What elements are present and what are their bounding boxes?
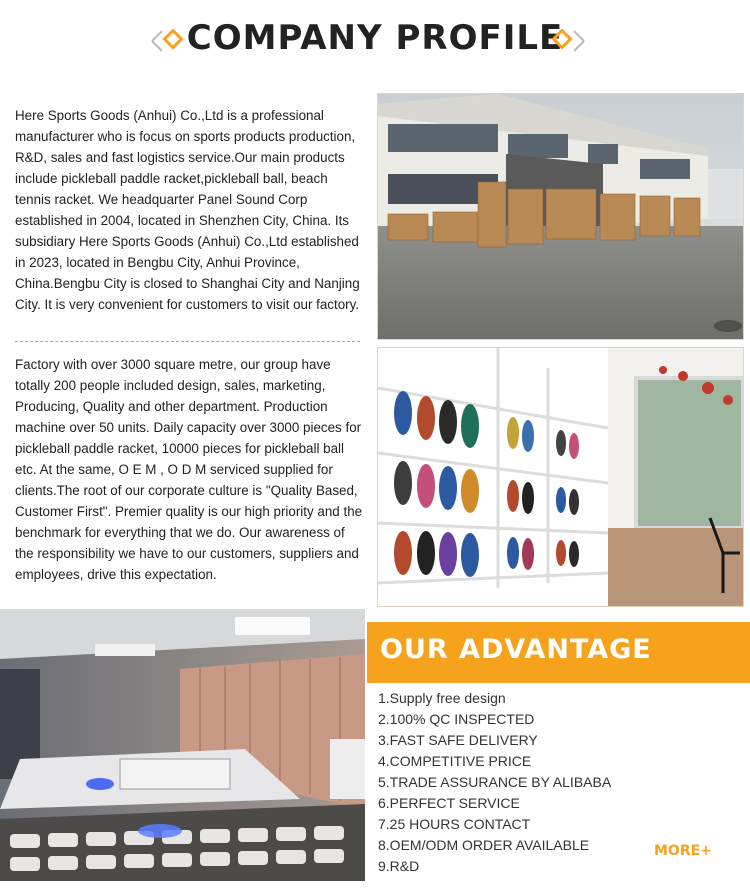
page-title: COMPANY PROFILE [186,18,564,58]
advantage-item: 4.COMPETITIVE PRICE [378,753,532,769]
showroom-photo [377,347,744,607]
profile-paragraph-1: Here Sports Goods (Anhui) Co.,Ltd is a professional manufacturer who is focus on sports products production, R&D, sales and fast logistics service.Our main products include pickleball paddle racket,pickleball ball, beach tennis racket. We headquarter Panel Sound Corp established in 2004, located in Shenzhen City, China. Its subsidiary Here Sports Goods (Anhui) Co.,Ltd established in 2023, located in Bengbu City, Anhui Province, China.Bengbu City is closed to Shanghai City and Nanjing City. It is very convenient for customers to visit our factory. [15,108,360,312]
advantage-item: 8.OEM/ODM ORDER AVAILABLE [378,837,590,853]
diamond-right-icon [548,29,588,53]
advantage-item: 1.Supply free design [378,690,506,706]
advantage-item: 5.TRADE ASSURANCE BY ALIBABA [378,774,612,790]
advantage-item: 2.100% QC INSPECTED [378,711,535,727]
production-line-photo [0,609,365,881]
advantage-item: 7.25 HOURS CONTACT [378,816,531,832]
warehouse-photo [377,93,744,340]
advantage-item: 9.R&D [378,858,420,874]
advantage-item: 3.FAST SAFE DELIVERY [378,732,538,748]
profile-paragraph-2: Factory with over 3000 square metre, our group have totally 200 people included design, sales, marketing, Producing, Quality and other department. Production machine over 50 units. Daily capacity over 3000 pieces for pickleball paddle racket, 10000 pieces for pickleball ball etc. At the same, O E M , O D M serviced supplied for clients.The root of our corporate culture is "Quality Based, Customer First". Premier quality is our high priority and the benchmark for everything that we do. Our awareness of the responsibility we have to our customers, suppliers and employees, drive this expectation. [15,357,363,582]
advantage-title: OUR ADVANTAGE [380,634,652,665]
advantage-item: 6.PERFECT SERVICE [378,795,520,811]
section-divider [15,341,360,342]
advantage-list [378,688,611,877]
more-link[interactable]: MORE+ [654,843,712,859]
